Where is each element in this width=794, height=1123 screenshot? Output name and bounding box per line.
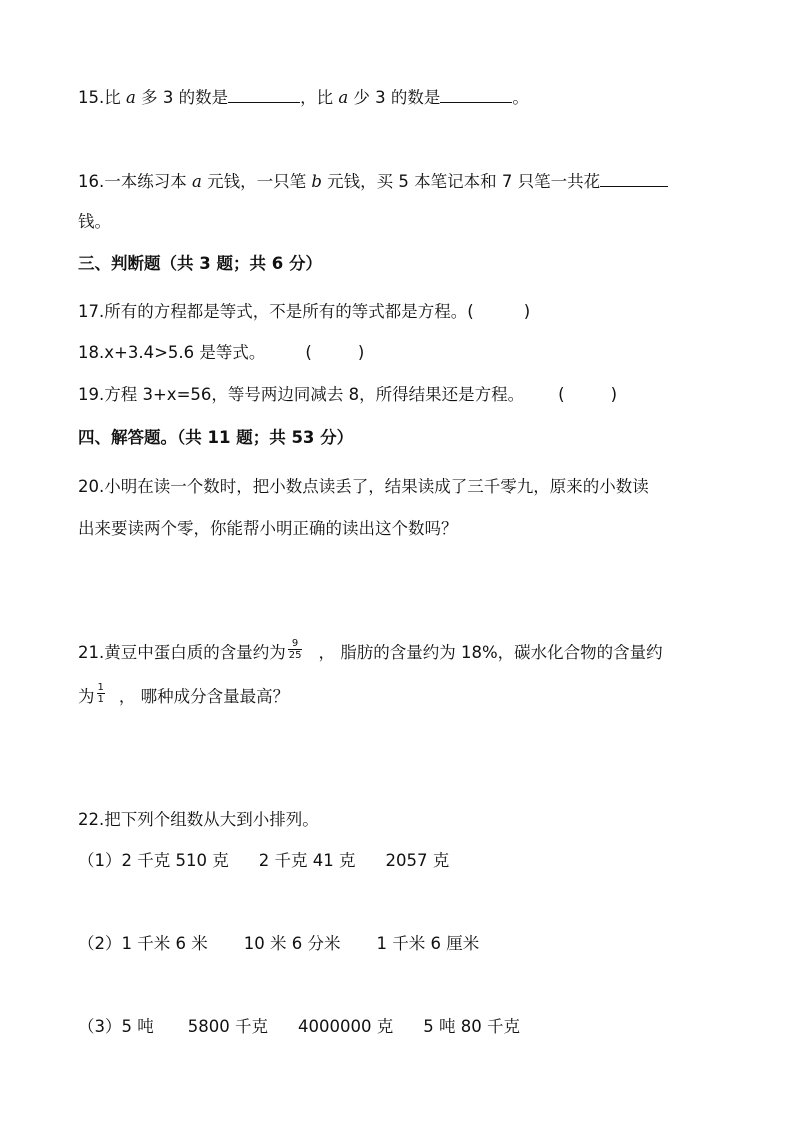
q15-answer-blank-1[interactable] bbox=[228, 86, 300, 103]
question-20-line-1: 20.小明在读一个数时，把小数点读丢了，结果读成了三千零九，原来的小数读 bbox=[78, 477, 649, 496]
q15-text-4: 少 3 的数是 bbox=[348, 88, 441, 107]
q22-row-3-label: （3） bbox=[78, 1017, 122, 1036]
q22-row-2-item-2: 10 米 6 分米 bbox=[243, 934, 341, 953]
q18-text: 18.x+3.4>5.6 是等式。 bbox=[78, 343, 266, 362]
question-19 bbox=[78, 384, 617, 406]
q17-text: 17.所有的方程都是等式，不是所有的等式都是方程。( bbox=[78, 302, 474, 321]
q22-row-2-item-3: 1 千米 6 厘米 bbox=[376, 934, 480, 953]
q15-var-a-2: a bbox=[338, 88, 349, 107]
question-15 bbox=[78, 86, 529, 109]
q16-var-b: b bbox=[311, 172, 322, 191]
q18-open-paren: ( bbox=[305, 343, 312, 362]
q15-text-1: 15.比 bbox=[78, 88, 126, 107]
q15-answer-blank-2[interactable] bbox=[440, 86, 512, 103]
question-18 bbox=[78, 342, 364, 364]
q21-text-2: ， 脂肪的含量约为 18%，碳水化合物的含量约 bbox=[318, 643, 663, 662]
question-22-title: 22.把下列个组数从大到小排列。 bbox=[78, 810, 319, 829]
q22-row-2-label: （2） bbox=[78, 934, 122, 953]
q22-row-3 bbox=[78, 1016, 520, 1038]
q21-fraction-2-numerator: 1 bbox=[97, 682, 104, 693]
q21-fraction-1-numerator: 9 bbox=[291, 638, 299, 649]
q15-text-2: 多 3 的数是 bbox=[135, 88, 229, 107]
q22-row-2 bbox=[78, 933, 479, 955]
q22-row-1 bbox=[78, 850, 449, 872]
q22-row-3-item-1: 5 吨 bbox=[121, 1017, 154, 1036]
question-21 bbox=[78, 638, 663, 665]
q22-row-3-item-4: 5 吨 80 千克 bbox=[423, 1017, 520, 1036]
q16-text-4: 钱。 bbox=[78, 212, 111, 231]
question-20-line-2: 出来要读两个零，你能帮小明正确的读出这个数吗？ bbox=[78, 519, 458, 538]
q22-row-1-item-3: 2057 克 bbox=[385, 851, 450, 870]
q22-row-3-item-3: 4000000 克 bbox=[298, 1017, 394, 1036]
q15-text-3: ，比 bbox=[300, 88, 339, 107]
q19-open-paren: ( bbox=[558, 385, 565, 404]
question-16 bbox=[78, 170, 668, 193]
q16-var-a: a bbox=[192, 172, 202, 191]
q16-text-2: 元钱，一只笔 bbox=[201, 172, 312, 191]
q17-close-paren: ) bbox=[523, 302, 531, 321]
q21-fraction-1-denominator: 25 bbox=[288, 650, 302, 661]
q16-answer-blank[interactable] bbox=[600, 170, 668, 187]
q16-text-1: 16.一本练习本 bbox=[78, 172, 192, 191]
q16-text-3: 元钱，买 5 本笔记本和 7 只笔一共花 bbox=[321, 172, 601, 191]
question-16-line-2 bbox=[78, 211, 111, 233]
q21-text-1: 21.黄豆中蛋白质的含量约为 bbox=[78, 643, 286, 662]
q19-text: 19.方程 3+x=56，等号两边同减去 8，所得结果还是方程。 bbox=[78, 385, 525, 404]
q22-row-3-item-2: 5800 千克 bbox=[187, 1017, 268, 1036]
q15-text-5: 。 bbox=[512, 88, 529, 107]
q22-row-1-item-2: 2 千克 41 克 bbox=[258, 851, 356, 870]
q21-fraction-2 bbox=[97, 682, 105, 705]
question-17 bbox=[78, 301, 530, 323]
q21-text-3: 为 bbox=[78, 687, 95, 706]
q21-text-4: ， 哪种成分含量最高？ bbox=[118, 687, 290, 706]
q22-row-2-item-1: 1 千米 6 米 bbox=[121, 934, 208, 953]
q18-close-paren: ) bbox=[357, 343, 365, 362]
q15-var-a: a bbox=[126, 88, 136, 107]
q21-fraction-1 bbox=[288, 638, 303, 661]
q22-row-1-label: （1） bbox=[78, 851, 122, 870]
section-4-title: 四、解答题。（共 11 题；共 53 分） bbox=[78, 428, 354, 447]
q22-row-1-item-1: 2 千克 510 克 bbox=[121, 851, 229, 870]
q19-close-paren: ) bbox=[610, 385, 618, 404]
q21-fraction-2-denominator: 1 bbox=[97, 694, 104, 705]
question-21-line-2 bbox=[78, 682, 290, 709]
section-3-title: 三、判断题（共 3 题；共 6 分） bbox=[78, 254, 322, 273]
